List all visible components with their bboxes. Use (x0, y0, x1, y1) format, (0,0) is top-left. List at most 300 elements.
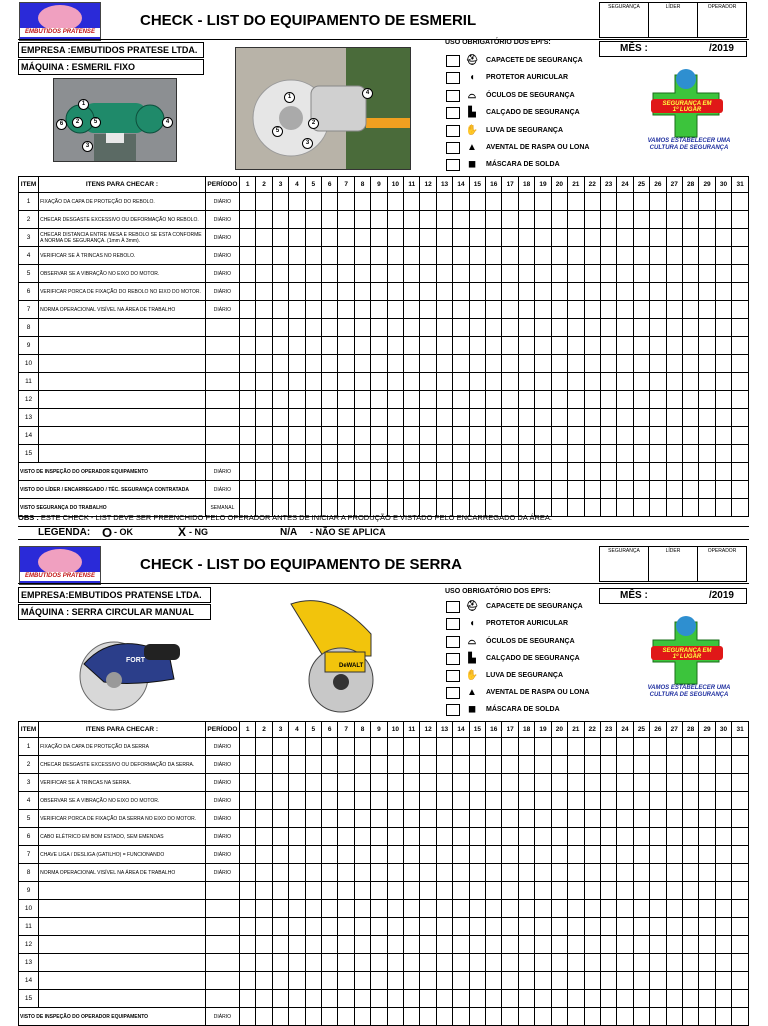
day-check-cell[interactable] (715, 247, 731, 265)
day-check-cell[interactable] (666, 810, 682, 828)
day-check-cell[interactable] (239, 990, 255, 1008)
day-check-cell[interactable] (600, 828, 616, 846)
day-check-cell[interactable] (338, 792, 354, 810)
day-check-cell[interactable] (600, 738, 616, 756)
day-check-cell[interactable] (568, 846, 584, 864)
day-check-cell[interactable] (633, 846, 649, 864)
day-check-cell[interactable] (469, 427, 485, 445)
day-check-cell[interactable] (502, 990, 518, 1008)
day-check-cell[interactable] (650, 301, 666, 319)
day-check-cell[interactable] (600, 792, 616, 810)
day-check-cell[interactable] (354, 373, 370, 391)
day-check-cell[interactable] (239, 864, 255, 882)
epi-checkbox[interactable] (446, 653, 460, 665)
day-check-cell[interactable] (650, 918, 666, 936)
day-check-cell[interactable] (600, 900, 616, 918)
day-check-cell[interactable] (387, 900, 403, 918)
day-sign-cell[interactable] (387, 1008, 403, 1026)
day-check-cell[interactable] (617, 810, 633, 828)
day-check-cell[interactable] (453, 900, 469, 918)
day-sign-cell[interactable] (338, 1008, 354, 1026)
day-check-cell[interactable] (682, 337, 698, 355)
day-check-cell[interactable] (322, 247, 338, 265)
day-check-cell[interactable] (518, 810, 534, 828)
day-check-cell[interactable] (535, 882, 551, 900)
day-check-cell[interactable] (568, 810, 584, 828)
day-check-cell[interactable] (404, 337, 420, 355)
day-check-cell[interactable] (551, 373, 567, 391)
day-check-cell[interactable] (420, 445, 436, 463)
day-check-cell[interactable] (239, 319, 255, 337)
day-sign-cell[interactable] (289, 1008, 305, 1026)
day-check-cell[interactable] (453, 211, 469, 229)
day-check-cell[interactable] (453, 864, 469, 882)
day-check-cell[interactable] (404, 283, 420, 301)
day-sign-cell[interactable] (305, 481, 321, 499)
day-check-cell[interactable] (682, 918, 698, 936)
day-check-cell[interactable] (404, 738, 420, 756)
day-check-cell[interactable] (486, 990, 502, 1008)
day-sign-cell[interactable] (633, 1008, 649, 1026)
day-check-cell[interactable] (338, 319, 354, 337)
day-check-cell[interactable] (617, 972, 633, 990)
day-sign-cell[interactable] (732, 1008, 749, 1026)
day-check-cell[interactable] (584, 954, 600, 972)
day-check-cell[interactable] (617, 738, 633, 756)
day-sign-cell[interactable] (699, 499, 715, 517)
day-check-cell[interactable] (666, 427, 682, 445)
day-check-cell[interactable] (239, 792, 255, 810)
day-check-cell[interactable] (600, 391, 616, 409)
day-check-cell[interactable] (453, 355, 469, 373)
day-sign-cell[interactable] (535, 463, 551, 481)
day-check-cell[interactable] (322, 774, 338, 792)
day-check-cell[interactable] (551, 301, 567, 319)
day-check-cell[interactable] (239, 756, 255, 774)
day-sign-cell[interactable] (568, 499, 584, 517)
epi-checkbox[interactable] (446, 142, 460, 154)
day-check-cell[interactable] (272, 936, 288, 954)
day-check-cell[interactable] (354, 301, 370, 319)
day-check-cell[interactable] (699, 936, 715, 954)
sig-lider[interactable]: LÍDER (649, 547, 698, 581)
day-check-cell[interactable] (502, 247, 518, 265)
day-check-cell[interactable] (289, 918, 305, 936)
day-check-cell[interactable] (436, 337, 452, 355)
day-check-cell[interactable] (404, 211, 420, 229)
day-check-cell[interactable] (289, 828, 305, 846)
day-check-cell[interactable] (322, 229, 338, 247)
day-check-cell[interactable] (436, 954, 452, 972)
day-check-cell[interactable] (502, 972, 518, 990)
day-check-cell[interactable] (518, 990, 534, 1008)
day-sign-cell[interactable] (715, 463, 731, 481)
day-check-cell[interactable] (469, 337, 485, 355)
day-check-cell[interactable] (502, 319, 518, 337)
day-check-cell[interactable] (568, 882, 584, 900)
day-sign-cell[interactable] (650, 499, 666, 517)
day-check-cell[interactable] (354, 954, 370, 972)
day-check-cell[interactable] (568, 247, 584, 265)
day-check-cell[interactable] (453, 954, 469, 972)
day-check-cell[interactable] (502, 229, 518, 247)
day-check-cell[interactable] (289, 810, 305, 828)
day-sign-cell[interactable] (469, 481, 485, 499)
day-check-cell[interactable] (256, 355, 272, 373)
day-check-cell[interactable] (420, 283, 436, 301)
day-check-cell[interactable] (502, 954, 518, 972)
day-check-cell[interactable] (387, 738, 403, 756)
day-check-cell[interactable] (256, 882, 272, 900)
day-check-cell[interactable] (617, 427, 633, 445)
day-check-cell[interactable] (338, 211, 354, 229)
day-check-cell[interactable] (699, 864, 715, 882)
day-check-cell[interactable] (469, 972, 485, 990)
day-check-cell[interactable] (732, 972, 749, 990)
day-check-cell[interactable] (453, 409, 469, 427)
day-check-cell[interactable] (354, 828, 370, 846)
day-check-cell[interactable] (420, 247, 436, 265)
day-check-cell[interactable] (682, 972, 698, 990)
day-check-cell[interactable] (486, 954, 502, 972)
day-check-cell[interactable] (338, 301, 354, 319)
day-sign-cell[interactable] (732, 463, 749, 481)
day-check-cell[interactable] (272, 319, 288, 337)
day-sign-cell[interactable] (371, 463, 387, 481)
day-check-cell[interactable] (420, 355, 436, 373)
day-check-cell[interactable] (289, 738, 305, 756)
epi-checkbox[interactable] (446, 704, 460, 716)
day-check-cell[interactable] (420, 301, 436, 319)
day-check-cell[interactable] (535, 445, 551, 463)
day-check-cell[interactable] (666, 193, 682, 211)
day-check-cell[interactable] (732, 936, 749, 954)
day-check-cell[interactable] (239, 337, 255, 355)
day-check-cell[interactable] (633, 882, 649, 900)
day-check-cell[interactable] (666, 373, 682, 391)
day-check-cell[interactable] (617, 828, 633, 846)
day-check-cell[interactable] (354, 337, 370, 355)
day-check-cell[interactable] (436, 211, 452, 229)
day-check-cell[interactable] (486, 247, 502, 265)
day-check-cell[interactable] (322, 445, 338, 463)
day-check-cell[interactable] (568, 265, 584, 283)
day-check-cell[interactable] (650, 954, 666, 972)
day-check-cell[interactable] (666, 319, 682, 337)
day-check-cell[interactable] (732, 355, 749, 373)
day-check-cell[interactable] (518, 918, 534, 936)
day-check-cell[interactable] (256, 774, 272, 792)
day-check-cell[interactable] (305, 810, 321, 828)
day-check-cell[interactable] (338, 229, 354, 247)
day-sign-cell[interactable] (453, 481, 469, 499)
day-check-cell[interactable] (551, 954, 567, 972)
day-check-cell[interactable] (518, 391, 534, 409)
day-check-cell[interactable] (322, 738, 338, 756)
day-sign-cell[interactable] (305, 1008, 321, 1026)
day-check-cell[interactable] (617, 864, 633, 882)
day-check-cell[interactable] (354, 792, 370, 810)
day-check-cell[interactable] (502, 846, 518, 864)
day-check-cell[interactable] (650, 391, 666, 409)
day-check-cell[interactable] (600, 972, 616, 990)
day-sign-cell[interactable] (289, 481, 305, 499)
day-check-cell[interactable] (551, 391, 567, 409)
day-check-cell[interactable] (239, 355, 255, 373)
day-sign-cell[interactable] (584, 499, 600, 517)
day-check-cell[interactable] (568, 900, 584, 918)
day-check-cell[interactable] (633, 265, 649, 283)
day-check-cell[interactable] (338, 900, 354, 918)
day-check-cell[interactable] (469, 810, 485, 828)
day-check-cell[interactable] (715, 301, 731, 319)
day-check-cell[interactable] (387, 211, 403, 229)
epi-checkbox[interactable] (446, 618, 460, 630)
day-sign-cell[interactable] (239, 481, 255, 499)
day-check-cell[interactable] (338, 265, 354, 283)
day-check-cell[interactable] (239, 810, 255, 828)
day-check-cell[interactable] (338, 972, 354, 990)
day-check-cell[interactable] (535, 373, 551, 391)
day-check-cell[interactable] (354, 972, 370, 990)
day-check-cell[interactable] (305, 900, 321, 918)
day-check-cell[interactable] (322, 990, 338, 1008)
day-check-cell[interactable] (420, 337, 436, 355)
day-sign-cell[interactable] (584, 1008, 600, 1026)
day-check-cell[interactable] (732, 756, 749, 774)
day-check-cell[interactable] (600, 846, 616, 864)
day-check-cell[interactable] (584, 882, 600, 900)
day-check-cell[interactable] (584, 229, 600, 247)
day-check-cell[interactable] (584, 918, 600, 936)
day-sign-cell[interactable] (568, 463, 584, 481)
day-sign-cell[interactable] (650, 463, 666, 481)
day-check-cell[interactable] (239, 301, 255, 319)
day-check-cell[interactable] (633, 229, 649, 247)
day-check-cell[interactable] (289, 355, 305, 373)
day-check-cell[interactable] (715, 972, 731, 990)
day-check-cell[interactable] (469, 193, 485, 211)
day-check-cell[interactable] (338, 283, 354, 301)
day-check-cell[interactable] (650, 265, 666, 283)
day-check-cell[interactable] (551, 247, 567, 265)
day-check-cell[interactable] (584, 319, 600, 337)
day-check-cell[interactable] (715, 445, 731, 463)
day-check-cell[interactable] (322, 265, 338, 283)
day-check-cell[interactable] (289, 283, 305, 301)
day-check-cell[interactable] (371, 900, 387, 918)
day-check-cell[interactable] (682, 373, 698, 391)
day-check-cell[interactable] (699, 972, 715, 990)
day-check-cell[interactable] (617, 990, 633, 1008)
day-check-cell[interactable] (518, 337, 534, 355)
day-check-cell[interactable] (436, 918, 452, 936)
day-check-cell[interactable] (322, 211, 338, 229)
day-check-cell[interactable] (239, 409, 255, 427)
day-sign-cell[interactable] (486, 463, 502, 481)
day-check-cell[interactable] (551, 337, 567, 355)
day-check-cell[interactable] (322, 972, 338, 990)
day-check-cell[interactable] (305, 792, 321, 810)
day-check-cell[interactable] (666, 355, 682, 373)
day-check-cell[interactable] (584, 810, 600, 828)
day-check-cell[interactable] (666, 918, 682, 936)
day-check-cell[interactable] (600, 427, 616, 445)
day-check-cell[interactable] (633, 792, 649, 810)
day-check-cell[interactable] (436, 247, 452, 265)
day-check-cell[interactable] (354, 774, 370, 792)
day-check-cell[interactable] (732, 319, 749, 337)
day-check-cell[interactable] (469, 391, 485, 409)
day-sign-cell[interactable] (535, 481, 551, 499)
day-check-cell[interactable] (305, 373, 321, 391)
day-check-cell[interactable] (338, 247, 354, 265)
day-check-cell[interactable] (502, 900, 518, 918)
day-check-cell[interactable] (535, 193, 551, 211)
day-check-cell[interactable] (436, 972, 452, 990)
day-check-cell[interactable] (387, 355, 403, 373)
day-check-cell[interactable] (518, 265, 534, 283)
day-check-cell[interactable] (682, 936, 698, 954)
day-check-cell[interactable] (354, 319, 370, 337)
day-check-cell[interactable] (699, 882, 715, 900)
day-check-cell[interactable] (420, 990, 436, 1008)
day-check-cell[interactable] (289, 864, 305, 882)
day-check-cell[interactable] (535, 319, 551, 337)
day-sign-cell[interactable] (551, 481, 567, 499)
day-sign-cell[interactable] (239, 1008, 255, 1026)
day-check-cell[interactable] (420, 738, 436, 756)
day-check-cell[interactable] (617, 265, 633, 283)
day-check-cell[interactable] (732, 882, 749, 900)
day-check-cell[interactable] (387, 810, 403, 828)
day-check-cell[interactable] (272, 409, 288, 427)
day-check-cell[interactable] (272, 864, 288, 882)
day-check-cell[interactable] (256, 918, 272, 936)
day-check-cell[interactable] (436, 373, 452, 391)
day-check-cell[interactable] (354, 427, 370, 445)
day-check-cell[interactable] (551, 828, 567, 846)
day-check-cell[interactable] (354, 229, 370, 247)
day-check-cell[interactable] (600, 319, 616, 337)
day-check-cell[interactable] (633, 756, 649, 774)
day-sign-cell[interactable] (502, 1008, 518, 1026)
day-check-cell[interactable] (354, 918, 370, 936)
day-check-cell[interactable] (502, 211, 518, 229)
day-check-cell[interactable] (666, 301, 682, 319)
day-check-cell[interactable] (387, 283, 403, 301)
day-check-cell[interactable] (518, 756, 534, 774)
day-check-cell[interactable] (305, 828, 321, 846)
day-check-cell[interactable] (600, 283, 616, 301)
day-check-cell[interactable] (322, 193, 338, 211)
day-check-cell[interactable] (682, 229, 698, 247)
day-check-cell[interactable] (650, 900, 666, 918)
day-sign-cell[interactable] (518, 1008, 534, 1026)
day-check-cell[interactable] (272, 337, 288, 355)
day-check-cell[interactable] (518, 301, 534, 319)
day-check-cell[interactable] (682, 265, 698, 283)
day-check-cell[interactable] (699, 427, 715, 445)
day-check-cell[interactable] (600, 265, 616, 283)
day-check-cell[interactable] (239, 972, 255, 990)
day-check-cell[interactable] (322, 373, 338, 391)
day-check-cell[interactable] (272, 229, 288, 247)
day-check-cell[interactable] (518, 900, 534, 918)
day-check-cell[interactable] (404, 355, 420, 373)
day-check-cell[interactable] (699, 954, 715, 972)
day-sign-cell[interactable] (584, 481, 600, 499)
day-check-cell[interactable] (239, 738, 255, 756)
day-check-cell[interactable] (420, 211, 436, 229)
day-sign-cell[interactable] (518, 481, 534, 499)
day-sign-cell[interactable] (420, 463, 436, 481)
day-check-cell[interactable] (584, 193, 600, 211)
day-check-cell[interactable] (551, 427, 567, 445)
day-check-cell[interactable] (633, 283, 649, 301)
day-check-cell[interactable] (650, 211, 666, 229)
day-check-cell[interactable] (420, 828, 436, 846)
day-check-cell[interactable] (502, 882, 518, 900)
day-check-cell[interactable] (239, 882, 255, 900)
day-check-cell[interactable] (732, 990, 749, 1008)
day-check-cell[interactable] (699, 283, 715, 301)
day-check-cell[interactable] (600, 990, 616, 1008)
day-check-cell[interactable] (289, 391, 305, 409)
day-sign-cell[interactable] (289, 463, 305, 481)
day-check-cell[interactable] (371, 810, 387, 828)
day-check-cell[interactable] (272, 355, 288, 373)
day-sign-cell[interactable] (486, 481, 502, 499)
day-sign-cell[interactable] (551, 463, 567, 481)
day-check-cell[interactable] (584, 301, 600, 319)
day-check-cell[interactable] (584, 828, 600, 846)
day-check-cell[interactable] (600, 882, 616, 900)
day-check-cell[interactable] (338, 846, 354, 864)
day-check-cell[interactable] (289, 972, 305, 990)
day-check-cell[interactable] (584, 391, 600, 409)
day-check-cell[interactable] (650, 774, 666, 792)
day-check-cell[interactable] (732, 864, 749, 882)
day-check-cell[interactable] (256, 193, 272, 211)
day-check-cell[interactable] (387, 990, 403, 1008)
month-field[interactable] (599, 41, 747, 57)
day-check-cell[interactable] (272, 900, 288, 918)
day-check-cell[interactable] (387, 882, 403, 900)
day-check-cell[interactable] (682, 738, 698, 756)
day-check-cell[interactable] (486, 792, 502, 810)
day-check-cell[interactable] (568, 355, 584, 373)
day-check-cell[interactable] (469, 229, 485, 247)
day-check-cell[interactable] (453, 792, 469, 810)
day-check-cell[interactable] (305, 355, 321, 373)
day-sign-cell[interactable] (420, 1008, 436, 1026)
day-check-cell[interactable] (387, 756, 403, 774)
day-check-cell[interactable] (469, 990, 485, 1008)
day-check-cell[interactable] (584, 211, 600, 229)
day-check-cell[interactable] (305, 337, 321, 355)
day-check-cell[interactable] (633, 810, 649, 828)
day-check-cell[interactable] (469, 301, 485, 319)
day-check-cell[interactable] (699, 756, 715, 774)
day-check-cell[interactable] (715, 229, 731, 247)
epi-checkbox[interactable] (446, 687, 460, 699)
day-sign-cell[interactable] (617, 463, 633, 481)
day-check-cell[interactable] (617, 391, 633, 409)
day-check-cell[interactable] (682, 211, 698, 229)
day-check-cell[interactable] (453, 391, 469, 409)
day-check-cell[interactable] (518, 792, 534, 810)
